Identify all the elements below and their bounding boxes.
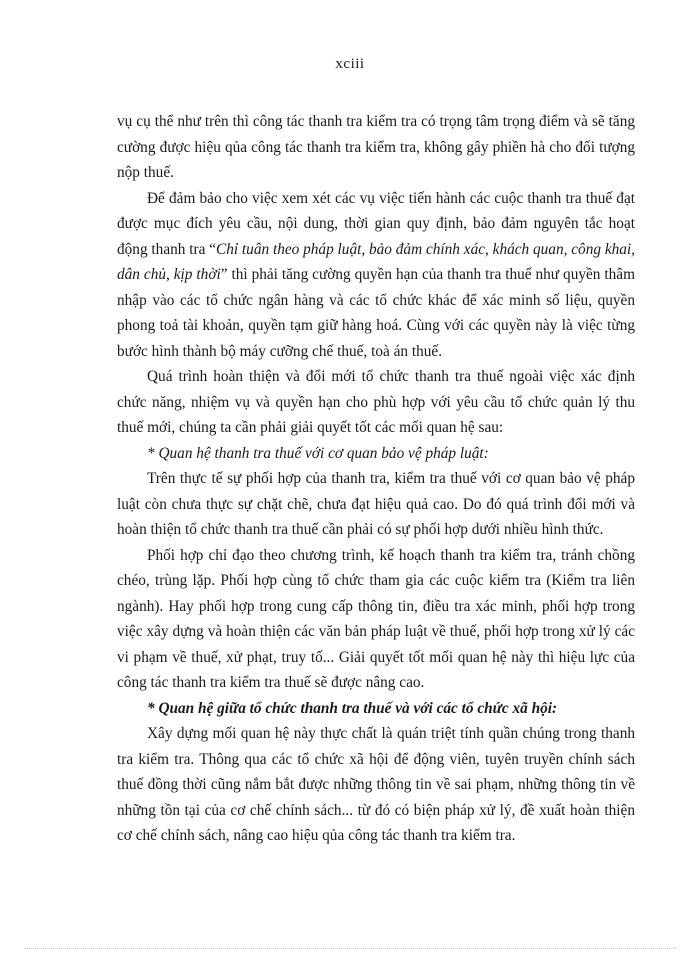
subheading-law-enforcement: * Quan hệ thanh tra thuế với cơ quan bảo vệ pháp luật: (147, 444, 489, 462)
paragraph-2-quote: Chỉ tuân theo pháp luật, bảo đảm chính xác, khách quan, công khai, dân chủ, kịp thời (117, 240, 635, 283)
paragraph-1: vụ cụ thể như trên thì công tác thanh tra kiểm tra có trọng tâm trọng điểm và sẽ tăng cường được hiệu qủa công tác thanh tra kiểm tra, không gây phiền hà cho đối tượng nộp thuế. (117, 113, 635, 181)
paragraph-2 (117, 186, 635, 365)
subheading-social-organizations: * Quan hệ giữa tổ chức thanh tra thuế và với các tổ chức xã hội: (147, 699, 558, 717)
page-bottom-divider (24, 948, 676, 949)
paragraph-4: Trên thực tế sự phối hợp của thanh tra, kiểm tra thuế với cơ quan bảo vệ pháp luật còn chưa thực sự chặt chẽ, chưa đạt hiệu quả cao. Do đó quá trình đổi mới và hoàn thiện tổ chức thanh tra thuế cần phải có sự phối hợp dưới nhiều hình thức. (117, 470, 635, 538)
paragraph-5: Phối hợp chỉ đạo theo chương trình, kế hoạch thanh tra kiểm tra, tránh chồng chéo, trùng lặp. Phối hợp cùng tổ chức tham gia các cuộc kiểm tra (Kiểm tra liên ngành). Hay phối hợp trong cung cấp thông tin, điều tra xác minh, phối hợp trong việc xây dựng và hoàn thiện các văn bản pháp luật về thuế, phối hợp trong xử lý các vi phạm về thuế, xử phạt, truy tố... Giải quyết tốt mối quan hệ này thì hiệu lực của công tác thanh tra kiểm tra thuế sẽ được nâng cao. (117, 546, 635, 691)
paragraph-3: Quá trình hoàn thiện và đổi mới tổ chức thanh tra thuế ngoài việc xác định chức năng, nhiệm vụ và quyền hạn cho phù hợp với yêu cầu tổ chức quản lý thu thuế mới, chúng ta cần phải giải quyết tốt các mối quan hệ sau: (117, 368, 635, 436)
page-number: xciii (335, 56, 365, 72)
paragraph-6: Xây dựng mối quan hệ này thực chất là quán triệt tính quần chúng trong thanh tra kiểm tra. Thông qua các tổ chức xã hội để động viên, tuyên truyền chính sách thuế đồng thời cũng nắm bắt được những thông tin về sai phạm, những thông tin về những tồn tại của cơ chế chính sách... từ đó có biện pháp xử lý, đề xuất hoàn thiện cơ chế chính sách, nâng cao hiệu qủa công tác thanh tra kiểm tra. (117, 725, 635, 844)
paragraph-2-intro: Để đảm bảo cho việc xem xét các vụ việc tiến hành các cuộc thanh tra thuế đạt được mục đích yêu cầu, nội dung, thời gian quy định, bảo đảm nguyên tắc hoạt động thanh tra “ (117, 189, 635, 258)
body-text (117, 109, 635, 849)
paragraph-2-rest: ” thì phải tăng cường quyền hạn của thanh tra thuế như quyền thâm nhập vào các tổ chức ngân hàng và các tổ chức khác để xác minh số liệu, quyền phong toả tài khoản, quyền tạm giữ hàng hoá. Cùng với các quyền này là việc từng bước hình thành bộ máy cưỡng chế thuế, toà án thuế. (117, 266, 635, 360)
